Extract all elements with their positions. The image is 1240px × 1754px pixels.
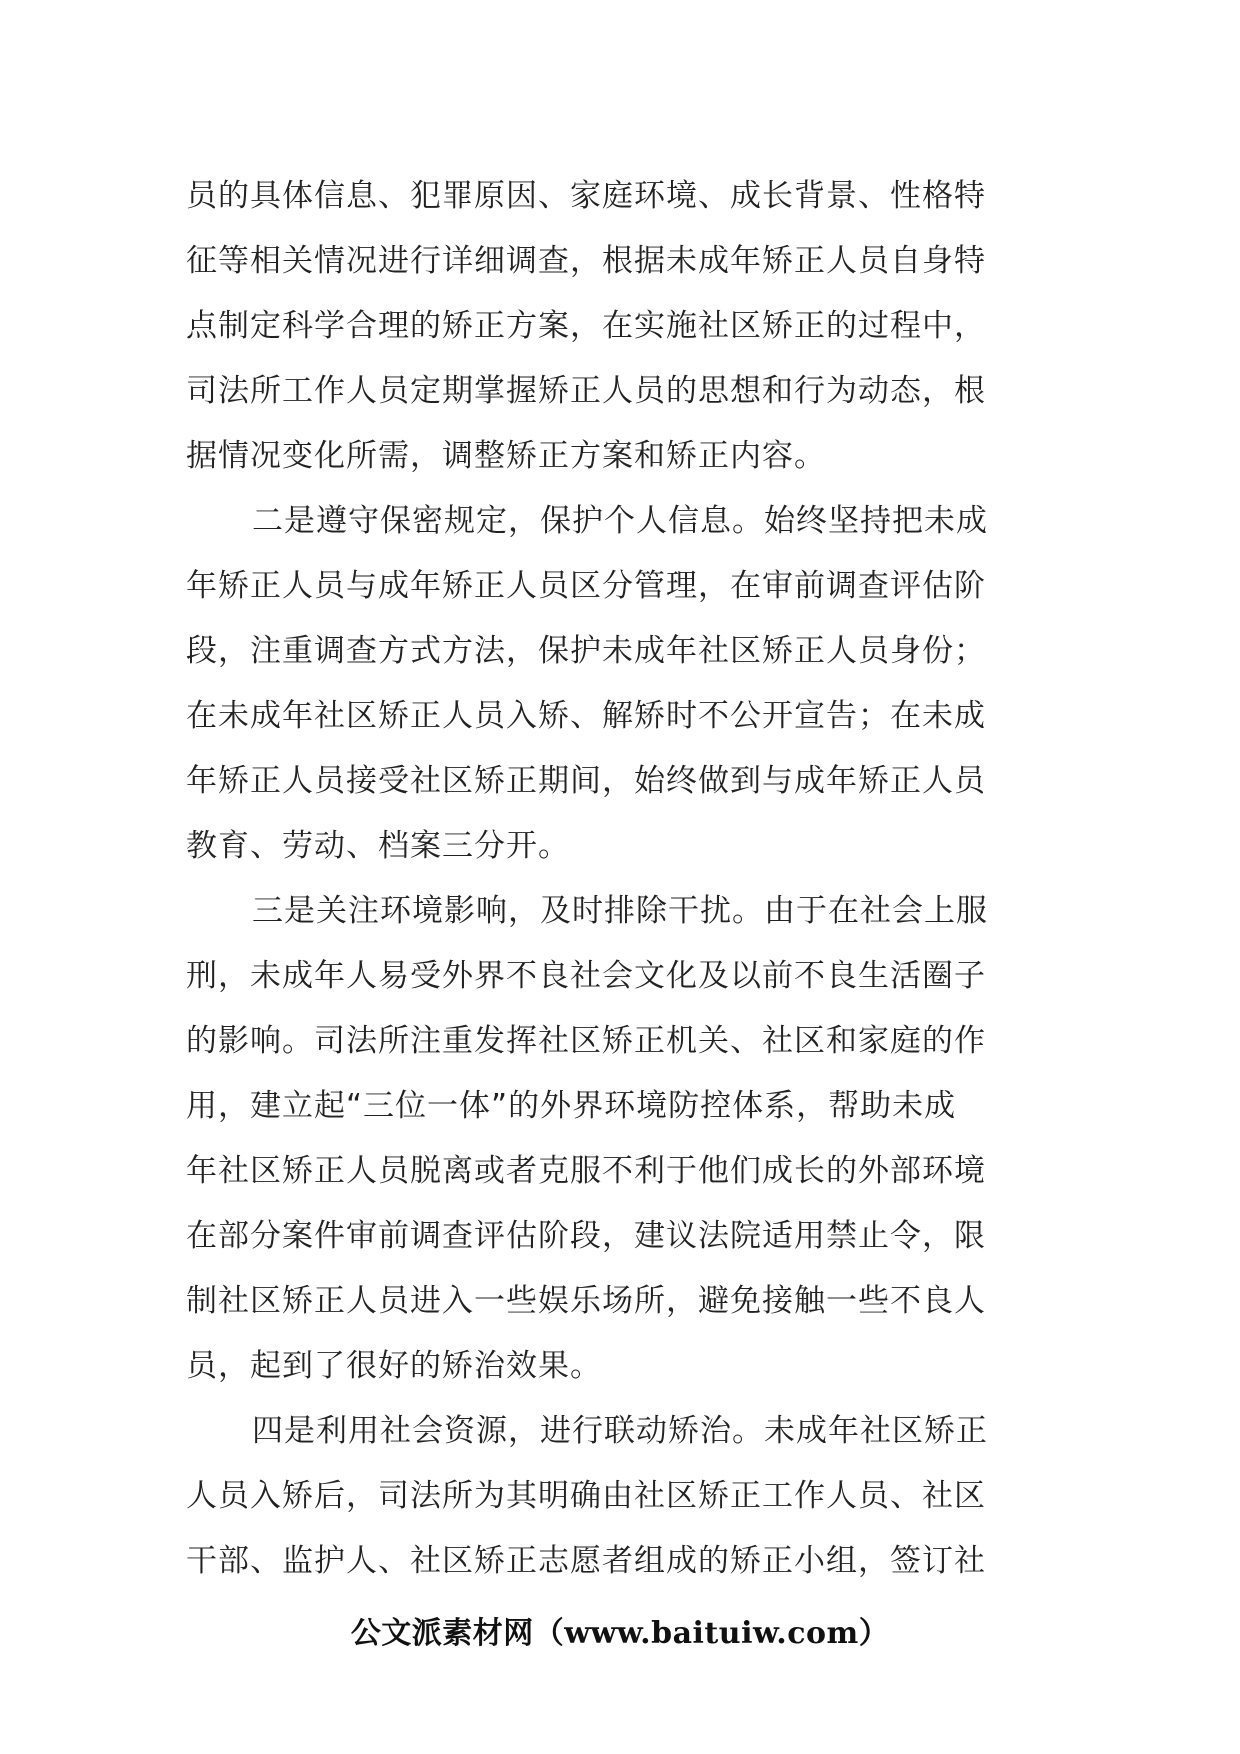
text-line: 用，建立起“三位一体”的外界环境防控体系，帮助未成 (186, 1088, 957, 1124)
text-line: 的影响。司法所注重发挥社区矫正机关、社区和家庭的作 (186, 1023, 986, 1059)
text-line: 干部、监护人、社区矫正志愿者组成的矫正小组，签订社 (186, 1543, 986, 1579)
text-line: 年矫正人员与成年矫正人员区分管理，在审前调查评估阶 (186, 568, 986, 604)
text-line: 段，注重调查方式方法，保护未成年社区矫正人员身份； (186, 633, 986, 669)
text-line: 人员入矫后，司法所为其明确由社区矫正工作人员、社区 (186, 1478, 986, 1514)
text-line: 年社区矫正人员脱离或者克服不利于他们成长的外部环境 (186, 1153, 986, 1189)
paragraph-4 (186, 1399, 1054, 1594)
text-line: 二是遵守保密规定，保护个人信息。始终坚持把未成 (252, 503, 988, 539)
footer-watermark: 公文派素材网（www.baituiw.com） (350, 1616, 890, 1651)
paragraph-3 (186, 879, 1054, 1399)
text-line: 刑，未成年人易受外界不良社会文化及以前不良生活圈子 (186, 958, 986, 994)
text-line: 征等相关情况进行详细调查，根据未成年矫正人员自身特 (186, 243, 986, 279)
text-line: 四是利用社会资源，进行联动矫治。未成年社区矫正 (252, 1413, 988, 1449)
text-line: 员的具体信息、犯罪原因、家庭环境、成长背景、性格特 (186, 178, 986, 214)
text-line: 三是关注环境影响，及时排除干扰。由于在社会上服 (252, 893, 988, 929)
text-line: 点制定科学合理的矫正方案，在实施社区矫正的过程中， (186, 308, 986, 344)
paragraph-1 (186, 164, 1054, 489)
text-line: 年矫正人员接受社区矫正期间，始终做到与成年矫正人员 (186, 763, 986, 799)
text-line: 教育、劳动、档案三分开。 (186, 828, 570, 864)
text-line: 员，起到了很好的矫治效果。 (186, 1348, 602, 1384)
text-line: 司法所工作人员定期掌握矫正人员的思想和行为动态，根 (186, 373, 986, 409)
document-body (186, 164, 1054, 1594)
paragraph-2 (186, 489, 1054, 879)
text-line: 制社区矫正人员进入一些娱乐场所，避免接触一些不良人 (186, 1283, 986, 1319)
text-line: 据情况变化所需，调整矫正方案和矫正内容。 (186, 438, 826, 474)
text-line: 在部分案件审前调查评估阶段，建议法院适用禁止令，限 (186, 1218, 986, 1254)
text-line: 在未成年社区矫正人员入矫、解矫时不公开宣告；在未成 (186, 698, 986, 734)
